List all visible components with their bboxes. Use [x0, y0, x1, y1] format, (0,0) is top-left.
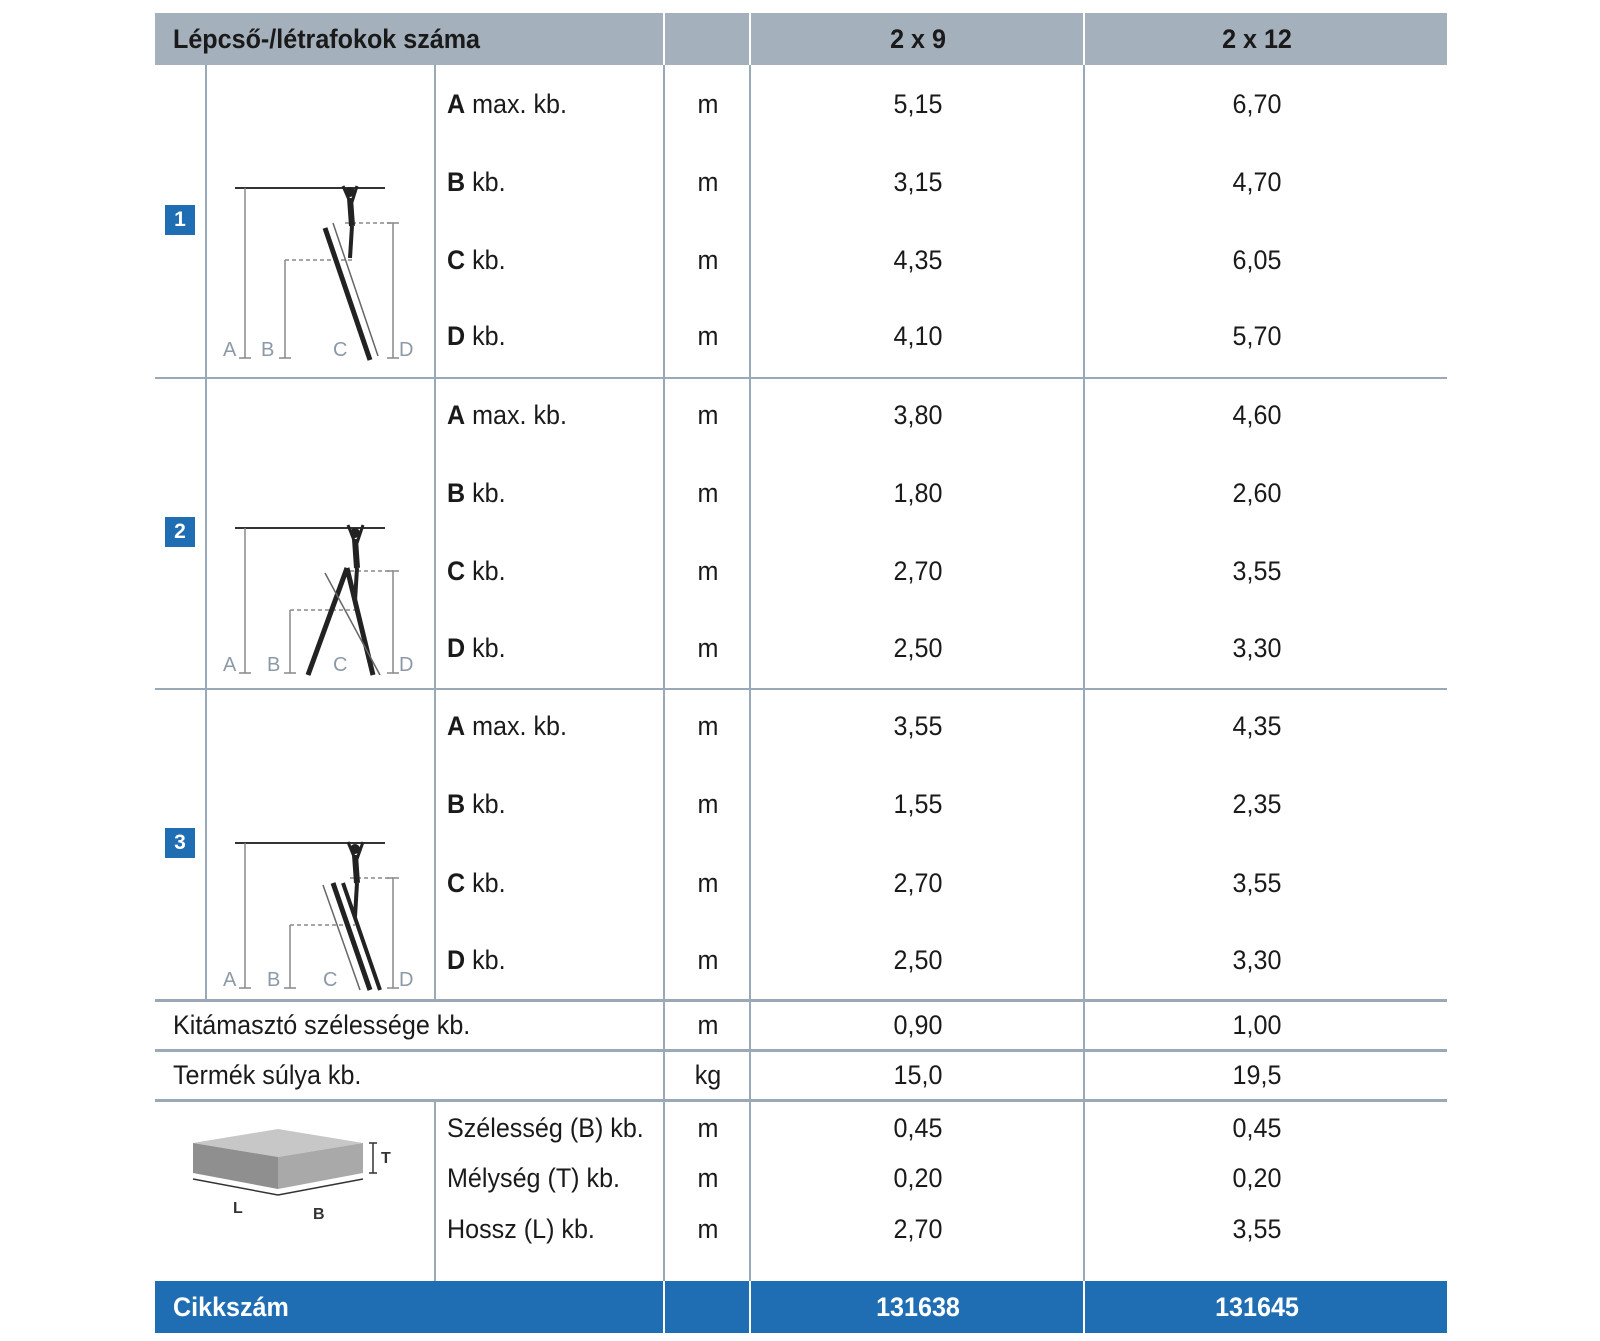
figure-label-c: C	[333, 339, 348, 361]
row-letter: B	[447, 477, 466, 508]
row-unit: m	[697, 1162, 719, 1193]
row-value-2x9: 15,0	[893, 1060, 943, 1090]
row-value-2x9: 2,50	[893, 944, 943, 975]
row-label	[447, 858, 506, 908]
footer-divider-values	[1083, 1281, 1085, 1333]
row-value-2x12: 3,55	[1232, 867, 1282, 898]
section-badge: 1	[165, 205, 195, 235]
row-label	[447, 935, 506, 985]
row-label-text: kb.	[465, 244, 506, 275]
row-label-text: kb.	[465, 166, 506, 197]
header-divider-unit-left	[663, 13, 665, 65]
row-unit: m	[697, 320, 719, 351]
row-divider-2	[155, 688, 1447, 690]
header-unit	[668, 13, 748, 65]
row-value-2x9: 3,80	[893, 399, 943, 430]
row-label: Termék súlya kb.	[173, 1060, 362, 1090]
figure-label-c: C	[323, 969, 338, 991]
row-unit: m	[697, 1010, 719, 1040]
col-divider-figure	[434, 65, 436, 1000]
figure-label-d: D	[399, 969, 414, 991]
figure-label-d: D	[399, 339, 414, 361]
row-divider-5	[155, 1099, 1447, 1102]
row-unit: m	[697, 477, 719, 508]
row-value-2x9: 4,10	[893, 320, 943, 351]
row-label	[447, 468, 506, 518]
figure-label-l: L	[233, 1200, 243, 1217]
row-letter: A	[447, 399, 466, 430]
row-label	[447, 546, 506, 596]
figure-label-a: A	[223, 339, 237, 361]
row-value-2x12: 2,35	[1232, 788, 1282, 819]
row-label-text: kb.	[465, 632, 506, 663]
row-unit: m	[697, 555, 719, 586]
row-label	[447, 623, 506, 673]
section-badge: 2	[165, 517, 195, 547]
row-value-2x9: 2,70	[893, 1213, 943, 1244]
row-unit: m	[697, 632, 719, 663]
section-badge: 3	[165, 828, 195, 858]
footer-divider-unit-right	[749, 1281, 751, 1333]
row-value-2x9: 0,45	[893, 1112, 943, 1143]
figure-label-b: B	[261, 339, 275, 361]
stepladder-figure	[215, 513, 425, 683]
row-label-text: kb.	[465, 944, 506, 975]
row-value-2x9: 1,55	[893, 788, 943, 819]
row-value-2x9: 0,90	[893, 1010, 943, 1040]
figure-label-t: T	[381, 1150, 391, 1167]
row-label: Szélesség (B) kb.	[447, 1112, 644, 1143]
row-label-text: kb.	[465, 320, 506, 351]
row-value-2x9: 5,15	[893, 88, 943, 119]
col-divider-values	[1083, 13, 1085, 1333]
col-divider-unit-right	[749, 13, 751, 1333]
row-label: Hossz (L) kb.	[447, 1213, 595, 1244]
row-label-text: kb.	[465, 867, 506, 898]
row-value-2x9: 0,20	[893, 1162, 943, 1193]
row-divider-1	[155, 377, 1447, 379]
row-value-2x9: 4,35	[893, 244, 943, 275]
footer-divider-unit-left	[663, 1281, 665, 1333]
row-value-2x12: 0,20	[1232, 1162, 1282, 1193]
row-unit: m	[697, 88, 719, 119]
ladder-lean-double-figure	[215, 833, 425, 998]
package-box-figure	[183, 1121, 423, 1231]
row-value-2x9: 1,80	[893, 477, 943, 508]
article-number-label: Cikkszám	[173, 1291, 289, 1322]
row-label-text: max. kb.	[465, 710, 567, 741]
row-unit: m	[697, 244, 719, 275]
row-letter: D	[447, 632, 466, 663]
row-value-2x12: 3,30	[1232, 632, 1282, 663]
row-value-2x12: 3,55	[1232, 555, 1282, 586]
row-value-2x9: 2,50	[893, 632, 943, 663]
row-label-text: kb.	[465, 555, 506, 586]
col-divider-badge	[205, 65, 207, 1000]
row-letter: B	[447, 788, 466, 819]
row-label	[447, 701, 567, 751]
row-label	[447, 157, 506, 207]
row-letter: B	[447, 166, 466, 197]
article-number-2x9: 131638	[876, 1291, 960, 1322]
row-letter: C	[447, 555, 466, 586]
row-label	[447, 235, 506, 285]
row-unit: m	[697, 867, 719, 898]
figure-label-c: C	[333, 654, 348, 676]
figure-label-a: A	[223, 654, 237, 676]
row-unit: m	[697, 166, 719, 197]
row-label-text: max. kb.	[465, 399, 567, 430]
row-value-2x12: 1,00	[1232, 1010, 1282, 1040]
row-letter: A	[447, 88, 466, 119]
row-unit: m	[697, 710, 719, 741]
header-divider-values	[1083, 13, 1085, 65]
row-label	[447, 79, 567, 129]
row-value-2x9: 3,55	[893, 710, 943, 741]
header-col-2x9: 2 x 9	[890, 23, 946, 54]
row-value-2x12: 6,05	[1232, 244, 1282, 275]
row-letter: D	[447, 944, 466, 975]
figure-label-a: A	[223, 969, 237, 991]
row-unit: m	[697, 788, 719, 819]
row-label: Mélység (T) kb.	[447, 1162, 621, 1193]
row-value-2x12: 6,70	[1232, 88, 1282, 119]
row-value-2x12: 4,70	[1232, 166, 1282, 197]
row-value-2x12: 3,55	[1232, 1213, 1282, 1244]
row-value-2x9: 2,70	[893, 867, 943, 898]
row-label	[447, 311, 506, 361]
row-label-text: max. kb.	[465, 88, 567, 119]
figure-label-b: B	[267, 654, 281, 676]
row-value-2x12: 5,70	[1232, 320, 1282, 351]
figure-label-b: B	[313, 1206, 325, 1223]
row-letter: C	[447, 867, 466, 898]
row-label-text: kb.	[465, 788, 506, 819]
figure-label-b: B	[267, 969, 281, 991]
col-divider-packaging	[434, 1101, 436, 1281]
row-value-2x9: 2,70	[893, 555, 943, 586]
row-unit: m	[697, 1112, 719, 1143]
row-value-2x12: 2,60	[1232, 477, 1282, 508]
header-divider-unit-right	[749, 13, 751, 65]
row-label	[447, 390, 567, 440]
row-label-text: kb.	[465, 477, 506, 508]
row-unit: m	[697, 944, 719, 975]
row-value-2x12: 0,45	[1232, 1112, 1282, 1143]
row-label: Kitámasztó szélessége kb.	[173, 1010, 471, 1040]
header-col-2x12: 2 x 12	[1222, 23, 1292, 54]
row-letter: C	[447, 244, 466, 275]
row-value-2x12: 3,30	[1232, 944, 1282, 975]
row-value-2x9: 3,15	[893, 166, 943, 197]
ladder-lean-figure	[215, 178, 425, 368]
header-label: Lépcső-/létrafokok száma	[173, 23, 481, 54]
spec-table	[155, 13, 1447, 1333]
row-label	[447, 779, 506, 829]
article-number-2x12: 131645	[1215, 1291, 1299, 1322]
row-letter: A	[447, 710, 466, 741]
row-letter: D	[447, 320, 466, 351]
row-unit: m	[697, 1213, 719, 1244]
article-number-row	[155, 1281, 1447, 1333]
row-unit: kg	[694, 1060, 722, 1090]
row-value-2x12: 4,60	[1232, 399, 1282, 430]
row-unit: m	[697, 399, 719, 430]
row-value-2x12: 19,5	[1232, 1060, 1282, 1090]
figure-label-d: D	[399, 654, 414, 676]
row-value-2x12: 4,35	[1232, 710, 1282, 741]
table-header	[155, 13, 1447, 65]
col-divider-unit-left	[663, 13, 665, 1333]
